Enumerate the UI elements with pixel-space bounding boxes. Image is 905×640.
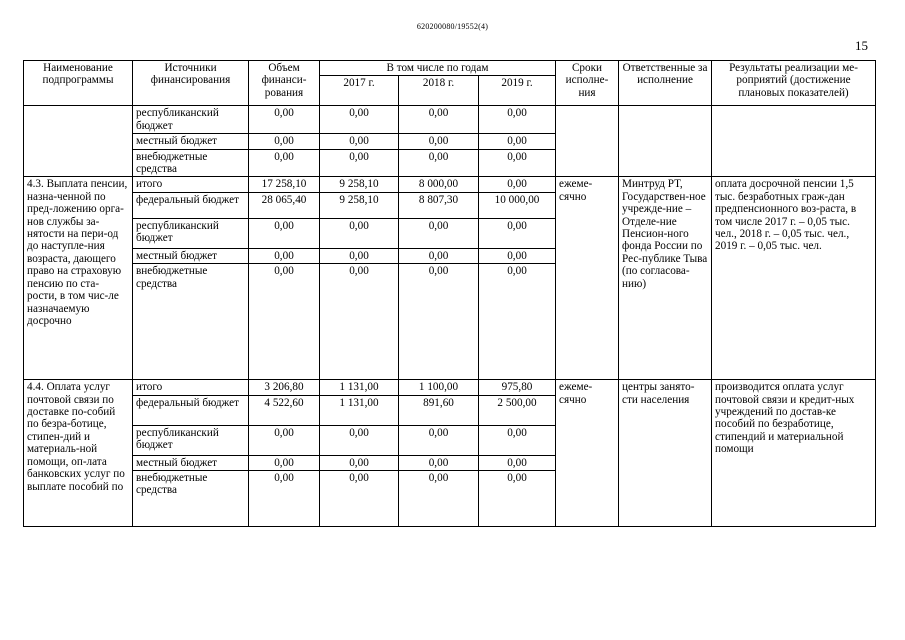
source-cell: местный бюджет — [133, 248, 249, 263]
section-4-3-name: 4.3. Выплата пенсии, назна-ченной по пред-ложению орга-нов службы за-нятости на пери-од до наступле-ния возраста, дающего право на страховую пенсию по ста-рости, в том чис-ле назначаемую досрочно — [24, 177, 133, 380]
year-2019-cell: 10 000,00 — [479, 192, 556, 218]
header-results: Результаты реализации ме-роприятий (достижение плановых показателей) — [712, 61, 876, 106]
year-2017-cell: 0,00 — [320, 106, 399, 134]
year-2017-cell: 0,00 — [320, 248, 399, 263]
table-row — [24, 106, 876, 134]
source-cell: внебюджетные средства — [133, 264, 249, 380]
year-2017-cell: 1 131,00 — [320, 380, 399, 395]
section-4-4-responsible: центры занято-сти населения — [619, 380, 712, 527]
year-2018-cell: 0,00 — [399, 264, 479, 380]
financing-table — [23, 60, 876, 527]
volume-cell: 0,00 — [249, 264, 320, 380]
year-2018-cell: 891,60 — [399, 395, 479, 425]
cont-responsible-cell — [619, 106, 712, 177]
volume-cell: 0,00 — [249, 425, 320, 455]
year-2019-cell: 0,00 — [479, 106, 556, 134]
year-2017-cell: 0,00 — [320, 134, 399, 149]
table-row — [24, 380, 876, 395]
header-by-years: В том числе по годам — [320, 61, 556, 76]
volume-cell: 0,00 — [249, 134, 320, 149]
year-2019-cell: 975,80 — [479, 380, 556, 395]
section-4-4-terms: ежеме-сячно — [556, 380, 619, 527]
section-4-4-name: 4.4. Оплата услуг почтовой связи по доставке по-собий по безра-ботице, стипен-дий и материаль-ной помощи, оп-лата банковских услуг по выплате пособий по — [24, 380, 133, 527]
volume-cell: 3 206,80 — [249, 380, 320, 395]
source-cell: республиканский бюджет — [133, 106, 249, 134]
volume-cell: 0,00 — [249, 471, 320, 527]
source-cell: республиканский бюджет — [133, 218, 249, 248]
header-name: Наименование подпрограммы — [24, 61, 133, 106]
year-2017-cell: 0,00 — [320, 455, 399, 470]
source-cell: итого — [133, 380, 249, 395]
section-4-3-responsible: Минтруд РТ, Государствен-ное учрежде-ние – Отделе-ние Пенсион-ного фонда России по Рес-публике Тыва (по согласова-нию) — [619, 177, 712, 380]
source-cell: местный бюджет — [133, 134, 249, 149]
year-2019-cell: 0,00 — [479, 264, 556, 380]
year-2018-cell: 0,00 — [399, 134, 479, 149]
header-responsible: Ответственные за исполнение — [619, 61, 712, 106]
section-4-4-results: производится оплата услуг почтовой связи и кредит-ных учреждений по достав-ке пособий по безработице, стипендий и материальной помощи — [712, 380, 876, 527]
volume-cell: 0,00 — [249, 455, 320, 470]
year-2018-cell: 0,00 — [399, 455, 479, 470]
cont-terms-cell — [556, 106, 619, 177]
year-2019-cell: 0,00 — [479, 471, 556, 527]
year-2018-cell: 0,00 — [399, 425, 479, 455]
year-2018-cell: 0,00 — [399, 248, 479, 263]
year-2019-cell: 0,00 — [479, 149, 556, 177]
year-2019-cell: 0,00 — [479, 218, 556, 248]
source-cell: федеральный бюджет — [133, 192, 249, 218]
page-number: 15 — [855, 38, 868, 53]
year-2017-cell: 0,00 — [320, 218, 399, 248]
source-cell: внебюджетные средства — [133, 471, 249, 527]
year-2017-cell: 9 258,10 — [320, 177, 399, 192]
source-cell: федеральный бюджет — [133, 395, 249, 425]
year-2019-cell: 0,00 — [479, 425, 556, 455]
year-2018-cell: 8 000,00 — [399, 177, 479, 192]
volume-cell: 4 522,60 — [249, 395, 320, 425]
source-cell: местный бюджет — [133, 455, 249, 470]
year-2019-cell: 2 500,00 — [479, 395, 556, 425]
volume-cell: 0,00 — [249, 149, 320, 177]
section-4-3-terms: ежеме-сячно — [556, 177, 619, 380]
year-2019-cell: 0,00 — [479, 455, 556, 470]
header-terms: Сроки исполне-ния — [556, 61, 619, 106]
header-2017: 2017 г. — [320, 76, 399, 106]
header-sources: Источники финансирования — [133, 61, 249, 106]
cont-results-cell — [712, 106, 876, 177]
year-2017-cell: 9 258,10 — [320, 192, 399, 218]
source-cell: внебюджетные средства — [133, 149, 249, 177]
year-2019-cell: 0,00 — [479, 177, 556, 192]
document-id: 620200080/19552(4) — [416, 22, 489, 31]
year-2018-cell: 0,00 — [399, 149, 479, 177]
volume-cell: 0,00 — [249, 218, 320, 248]
year-2017-cell: 0,00 — [320, 149, 399, 177]
volume-cell: 17 258,10 — [249, 177, 320, 192]
year-2018-cell: 0,00 — [399, 218, 479, 248]
header-volume: Объем финанси-рования — [249, 61, 320, 106]
year-2019-cell: 0,00 — [479, 134, 556, 149]
source-cell: республиканский бюджет — [133, 425, 249, 455]
year-2017-cell: 0,00 — [320, 425, 399, 455]
year-2017-cell: 0,00 — [320, 264, 399, 380]
table-row — [24, 177, 876, 192]
section-4-3-results: оплата досрочной пенсии 1,5 тыс. безработных граж-дан предпенсионного воз-раста, в том числе 2017 г. – 0,05 тыс. чел., 2018 г. – 0,05 тыс. чел., 2019 г. – 0,05 тыс. чел. — [712, 177, 876, 380]
year-2019-cell: 0,00 — [479, 248, 556, 263]
year-2017-cell: 1 131,00 — [320, 395, 399, 425]
year-2018-cell: 0,00 — [399, 106, 479, 134]
header-2018: 2018 г. — [399, 76, 479, 106]
header-2019: 2019 г. — [479, 76, 556, 106]
year-2018-cell: 0,00 — [399, 471, 479, 527]
volume-cell: 28 065,40 — [249, 192, 320, 218]
year-2017-cell: 0,00 — [320, 471, 399, 527]
cont-name-cell — [24, 106, 133, 177]
volume-cell: 0,00 — [249, 106, 320, 134]
volume-cell: 0,00 — [249, 248, 320, 263]
source-cell: итого — [133, 177, 249, 192]
year-2018-cell: 8 807,30 — [399, 192, 479, 218]
year-2018-cell: 1 100,00 — [399, 380, 479, 395]
